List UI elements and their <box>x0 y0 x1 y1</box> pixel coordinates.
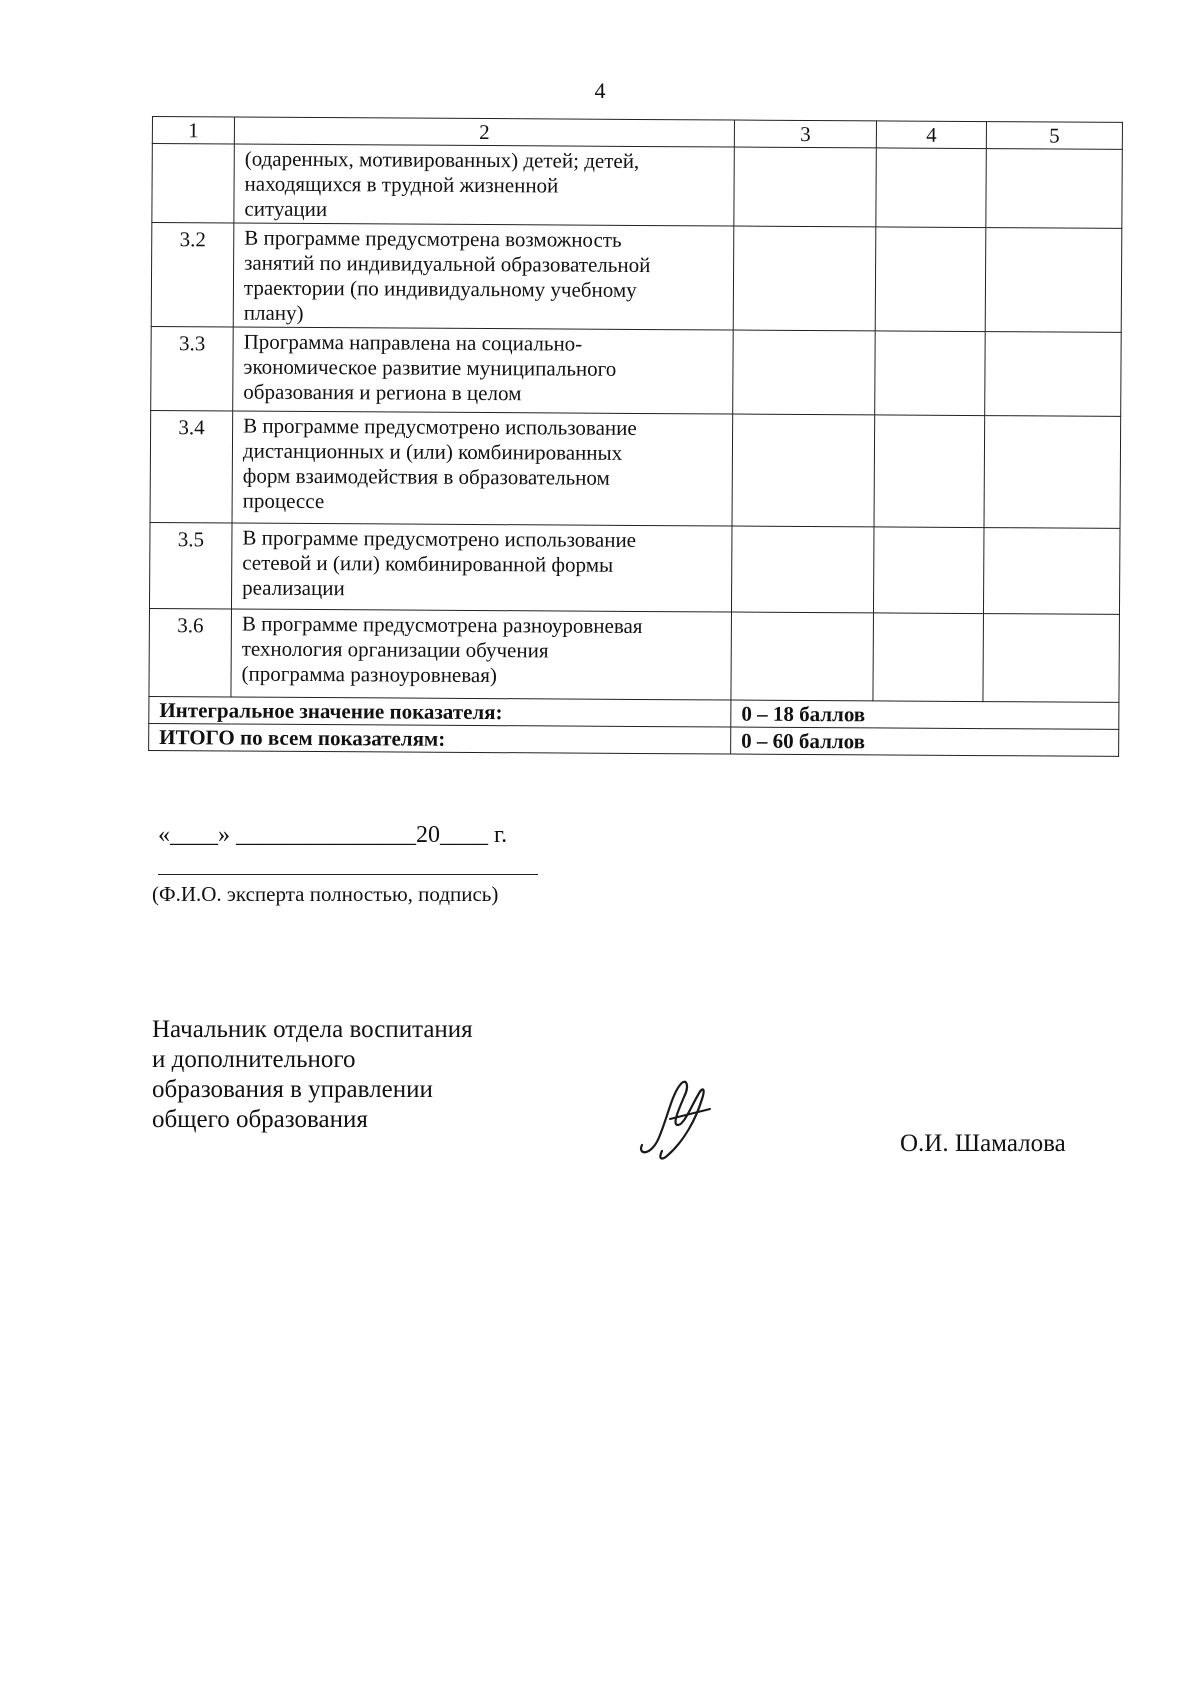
description-line: дистанционных и (или) комбинированных <box>242 438 623 466</box>
empty-cell <box>873 613 984 702</box>
page-number: 4 <box>594 78 606 103</box>
signature-rule <box>158 874 538 875</box>
empty-cell <box>873 527 984 614</box>
empty-cell <box>733 330 876 415</box>
description-line: образования и региона в целом <box>243 379 522 406</box>
position-line: Начальник отдела воспитания <box>152 1016 473 1043</box>
summary-value: 0 – 60 баллов <box>731 727 1119 756</box>
row-description <box>232 411 733 526</box>
description-line: траектории (по индивидуальному учебному <box>243 275 637 302</box>
row-description <box>234 144 734 226</box>
empty-cell <box>734 147 876 227</box>
row-number: 3.3 <box>151 327 234 411</box>
date-line: «____» _______________20____ г. <box>158 822 508 848</box>
column-header: 3 <box>734 120 876 148</box>
row-description <box>231 523 732 612</box>
row-description <box>233 223 734 330</box>
description-line: форм взаимодействия в образовательном <box>242 463 610 490</box>
column-header: 5 <box>986 122 1122 150</box>
description-line: занятий по индивидуальной образовательной <box>244 250 651 278</box>
empty-cell <box>874 415 985 528</box>
empty-cell <box>985 228 1122 333</box>
empty-cell <box>875 331 986 416</box>
table-row <box>152 144 1122 229</box>
empty-cell <box>875 227 986 332</box>
criteria-table <box>148 116 1123 757</box>
description-line: реализации <box>242 575 345 601</box>
description-line: процессе <box>242 488 325 513</box>
row-number: 3.5 <box>149 523 232 609</box>
description-line: сетевой и (или) комбинированной формы <box>242 550 614 577</box>
empty-cell <box>731 526 874 613</box>
column-header: 1 <box>152 117 234 145</box>
table-row <box>151 327 1121 417</box>
row-description <box>233 327 734 414</box>
description-line: находящихся в трудной жизненной <box>244 171 559 198</box>
row-description <box>231 609 732 700</box>
row-number: 3.4 <box>150 411 233 523</box>
handwritten-signature <box>632 1075 722 1165</box>
empty-cell <box>983 528 1120 615</box>
position-line: образования в управлении <box>152 1076 433 1103</box>
empty-cell <box>876 148 986 228</box>
description-line: В программе предусмотрена разноуровневая <box>241 611 643 639</box>
empty-cell <box>985 332 1122 417</box>
description-line: В программе предусмотрено использование <box>242 525 637 553</box>
table-row <box>150 411 1121 529</box>
position-line: общего образования <box>152 1106 368 1133</box>
description-line: экономическое развитие муниципального <box>243 354 617 381</box>
summary-row-total <box>149 724 1119 757</box>
empty-cell <box>732 414 875 527</box>
summary-label: Интегральное значение показателя: <box>149 697 731 728</box>
signer-position <box>152 1015 473 1135</box>
column-header: 4 <box>876 121 986 149</box>
description-line: ситуации <box>244 196 328 221</box>
empty-cell <box>731 612 874 701</box>
description-line: В программе предусмотрена возможность <box>244 225 622 253</box>
description-line: плану) <box>243 300 304 325</box>
row-number: 3.2 <box>151 223 234 328</box>
empty-cell <box>984 416 1121 529</box>
description-line: В программе предусмотрено использование <box>243 413 637 441</box>
summary-value: 0 – 18 баллов <box>731 700 1119 729</box>
table-row <box>151 223 1122 333</box>
position-line: и дополнительного <box>152 1046 356 1073</box>
signature-caption: (Ф.И.О. эксперта полностью, подпись) <box>152 882 499 906</box>
empty-cell <box>733 226 876 331</box>
empty-cell <box>986 149 1122 229</box>
table-row <box>149 523 1120 615</box>
description-line: Программа направлена на социально- <box>243 329 583 356</box>
row-number: 3.6 <box>149 609 232 697</box>
description-line: (программа разноуровневая) <box>241 661 497 688</box>
description-line: технология организации обучения <box>241 636 549 663</box>
empty-cell <box>983 614 1120 703</box>
description-line: (одаренных, мотивированных) детей; детей, <box>244 146 640 173</box>
summary-label: ИТОГО по всем показателям: <box>149 724 731 755</box>
row-number <box>152 144 234 224</box>
table-row <box>149 609 1120 703</box>
signer-name: О.И. Шамалова <box>900 1130 1066 1157</box>
column-header: 2 <box>234 117 734 147</box>
